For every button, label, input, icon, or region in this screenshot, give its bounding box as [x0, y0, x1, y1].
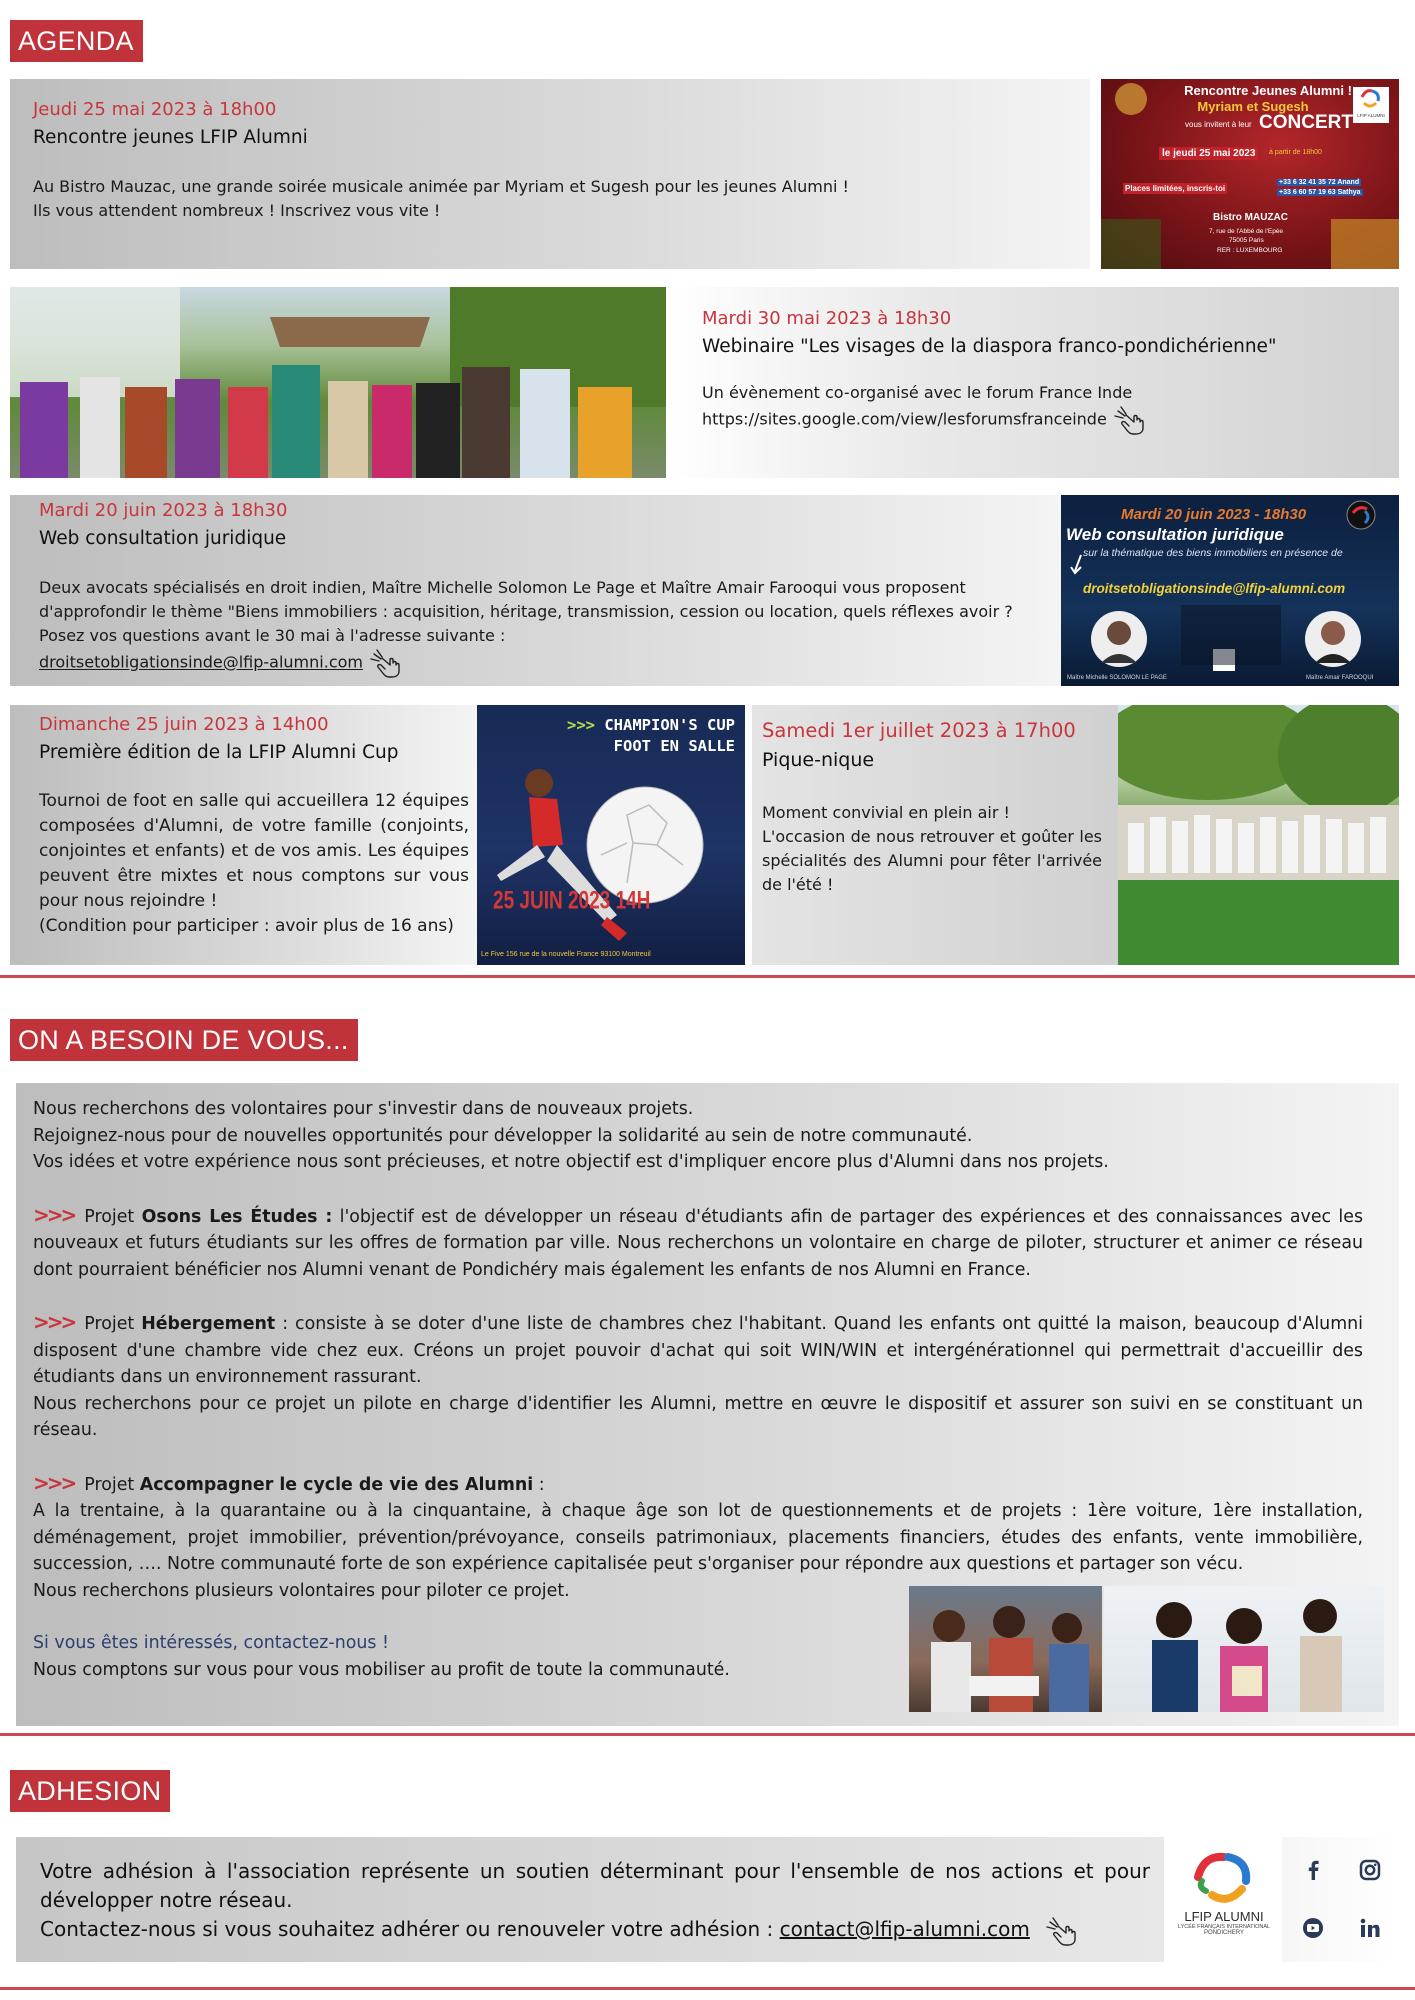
besoin-tag: ON A BESOIN DE VOUS...: [10, 1019, 358, 1061]
event-date: Samedi 1er juillet 2023 à 17h00: [762, 719, 1076, 742]
poster-text: Places limitées, inscris-toi: [1125, 184, 1226, 193]
intro-line: Rejoignez-nous pour de nouvelles opportunités pour développer la solidarité au sein de notre communauté.: [33, 1125, 973, 1146]
facebook-icon[interactable]: [1302, 1859, 1324, 1881]
event-body-line: Ils vous attendent nombreux ! Inscrivez vous vite !: [33, 201, 441, 220]
arrows-icon: >>>: [33, 1310, 75, 1334]
group-photo: [10, 287, 666, 478]
event-body-line: d'approfondir le thème "Biens immobiliers : acquisition, héritage, transmission, cession ou location, quels réflexes avoir ?: [39, 602, 1013, 621]
logo-sub: LYCÉE FRANÇAIS INTERNATIONAL: [1177, 1924, 1271, 1930]
adhesion-text: Contactez-nous si vous souhaitez adhérer ou renouveler votre adhésion :: [40, 1917, 780, 1941]
concert-poster: [1101, 79, 1399, 269]
project-block: >>> Projet Hébergement : consiste à se doter d'une liste de chambres chez l'habitant. Quand les enfants ont quitté la maison, beaucoup d'Alumni disposent d'une chambre vide chez eux. Créons un projet pouvoir d'achat qui soit WIN/WIN et intergénérationnel qui permettrait d'accueillir des étudiants dans un environnement rassurant.: [33, 1310, 1363, 1387]
event-title: Rencontre jeunes LFIP Alumni: [33, 127, 308, 148]
poster-text: RER : LUXEMBOURG: [1217, 247, 1283, 254]
event-card: [10, 495, 1061, 686]
project-extra: A la trentaine, à la quarantaine ou à la cinquantaine, à chaque âge son lot de questionnements et de projets : 1ère voiture, 1ère installation, déménagement, projet immobilier, prévention/prévoyance, conseils patrimoniaux, placements financiers, études des enfants, vente immobilière, succession, …. Notre communauté forte de son expérience capitalisée peut s'organiser pour répondre aux questions et partager son vécu.: [33, 1501, 1363, 1574]
project-name: Osons Les Études :: [141, 1206, 333, 1227]
hand-pointer-icon: [1044, 1916, 1084, 1946]
arrows-icon: >>>: [33, 1202, 75, 1227]
event-title: Première édition de la LFIP Alumni Cup: [39, 742, 399, 763]
poster-text: +33 6 32 41 35 72 Anand: [1279, 179, 1360, 186]
event-card: [666, 287, 1399, 478]
contact-cta: Si vous êtes intéressés, contactez-nous !: [33, 1633, 389, 1653]
event-body-line: Au Bistro Mauzac, une grande soirée musicale animée par Myriam et Sugesh pour les jeunes Alumni !: [33, 177, 849, 196]
logo-text: LFIP ALUMNI: [1357, 113, 1385, 118]
poster-text: 7, rue de l'Abbé de l'Epée: [1209, 228, 1284, 235]
webinar-poster: [1061, 495, 1399, 686]
hand-pointer-icon: [1112, 405, 1152, 435]
event-date: Jeudi 25 mai 2023 à 18h00: [33, 99, 277, 120]
adhesion-panel: [16, 1837, 1164, 1962]
event-body-line: Posez vos questions avant le 30 mai à l'adresse suivante :: [39, 626, 506, 645]
poster-text: Le Five 156 rue de la nouvelle France 93100 Montreuil: [481, 951, 651, 958]
event-body-line: Deux avocats spécialisés en droit indien, Maître Michelle Solomon Le Page et Maître Amair Farooqui vous proposent: [39, 578, 966, 597]
event-title: Webinaire "Les visages de la diaspora franco-pondichérienne": [702, 336, 1277, 357]
students-photo: [909, 1586, 1102, 1712]
poster-text: CONCERT: [1259, 112, 1353, 133]
besoin-panel: [16, 1083, 1399, 1726]
adhesion-tag: ADHESION: [10, 1770, 170, 1812]
instagram-icon[interactable]: [1359, 1859, 1381, 1881]
poster-text: Maître Amair FAROOQUI: [1306, 675, 1374, 681]
poster-text: +33 6 60 57 19 63 Sathya: [1279, 189, 1361, 196]
poster-text: sur la thématique des biens immobiliers en présence de: [1083, 547, 1343, 559]
section-divider: [0, 1987, 1415, 1990]
event-body: Tournoi de foot en salle qui accueillera 12 équipes composées d'Alumni, de votre famille (conjoints, conjointes et enfants) et de vos amis. Les équipes peuvent être mixtes et nous comptons sur vous pour nous rejoindre !: [39, 791, 469, 911]
event-card: [10, 705, 477, 965]
event-date: Dimanche 25 juin 2023 à 14h00: [39, 714, 329, 735]
intro-line: Nous recherchons des volontaires pour s'investir dans de nouveaux projets.: [33, 1099, 694, 1119]
girls-photo: [1104, 1586, 1384, 1712]
football-poster: [477, 705, 745, 965]
juridique-email-link[interactable]: droitsetobligationsinde@lfip-alumni.com: [39, 652, 363, 672]
poster-text: Maître Michelle SOLOMON LE PAGE: [1067, 675, 1167, 681]
event-note: (Condition pour participer : avoir plus de 16 ans): [39, 916, 454, 936]
lfip-logo: [1166, 1837, 1282, 1962]
contact-email-link[interactable]: contact@lfip-alumni.com: [779, 1917, 1030, 1941]
event-body: Moment convivial en plein air !: [762, 803, 1010, 822]
poster-text: Myriam et Sugesh: [1197, 99, 1309, 114]
event-title: Web consultation juridique: [39, 528, 287, 549]
event-body-line: Un évènement co-organisé avec le forum France Inde: [702, 383, 1133, 402]
poster-text: droitsetobligationsinde@lfip-alumni.com: [1083, 581, 1346, 596]
project-block: >>> Projet Accompagner le cycle de vie des Alumni :: [33, 1470, 545, 1495]
logo-name: LFIP ALUMNI: [1184, 1909, 1264, 1924]
section-divider: [0, 1733, 1415, 1736]
forum-link[interactable]: https://sites.google.com/view/lesforumsfranceinde: [702, 409, 1107, 429]
lfip-logo-small: [1353, 87, 1389, 123]
poster-text: Mardi 20 juin 2023 - 18h30: [1121, 506, 1307, 523]
intro-line: Vos idées et votre expérience nous sont précieuses, et notre objectif est d'impliquer encore plus d'Alumni dans nos projets.: [33, 1152, 1109, 1172]
poster-text: vous invitent à leur: [1185, 120, 1252, 129]
poster-text: 75005 Paris: [1229, 237, 1264, 244]
project-name: Accompagner le cycle de vie des Alumni: [139, 1474, 534, 1495]
adhesion-text: Votre adhésion à l'association représente un soutien déterminant pour l'ensemble de nos actions et pour développer notre réseau.: [40, 1859, 1150, 1912]
poster-text: Web consultation juridique: [1066, 525, 1284, 544]
poster-text: Bistro MAUZAC: [1213, 212, 1288, 223]
event-body: L'occasion de nous retrouver et goûter les spécialités des Alumni pour fêter l'arrivée de l'été !: [762, 827, 1102, 894]
logo-sub: PONDICHERY: [1204, 1930, 1244, 1936]
poster-text: >>> CHAMPION'S CUP FOOT EN SALLE: [567, 716, 735, 755]
project-block: >>> Projet Osons Les Études : l'objectif est de développer un réseau d'étudiants afin de partager des expériences et des connaissances avec les nouveaux et futurs étudiants sur les offres de formation par ville. Nous recherchons un volontaire en charge de piloter, structurer et animer ce réseau dont pourraient bénéficier nos Alumni venant de Pondichéry mais également les enfants de nos Alumni en France.: [33, 1202, 1364, 1280]
event-title: Pique-nique: [762, 749, 875, 771]
closing-line: Nous comptons sur vous pour vous mobiliser au profit de toute la communauté.: [33, 1659, 730, 1680]
youtube-icon[interactable]: [1302, 1917, 1324, 1939]
project-extra: Nous recherchons pour ce projet un pilote en charge d'identifier les Alumni, mettre en œuvre le dispositif et assurer son suivi en se constituant un réseau.: [33, 1393, 1363, 1440]
hand-pointer-icon: [368, 648, 408, 678]
section-divider: [0, 975, 1415, 978]
linkedin-icon[interactable]: [1359, 1917, 1381, 1939]
event-card: [10, 79, 1090, 269]
event-date: Mardi 30 mai 2023 à 18h30: [702, 308, 952, 329]
poster-text: à partir de 18h00: [1269, 149, 1322, 156]
poster-text: le jeudi 25 mai 2023: [1159, 147, 1258, 160]
poster-text: 25 JUIN 2023 14H: [493, 887, 651, 915]
event-date: Mardi 20 juin 2023 à 18h30: [39, 500, 288, 521]
arrows-icon: >>>: [33, 1470, 75, 1495]
social-panel: [1282, 1837, 1399, 1962]
event-card: [752, 705, 1118, 965]
project-extra: Nous recherchons plusieurs volontaires pour piloter ce projet.: [33, 1580, 570, 1601]
agenda-tag: AGENDA: [10, 20, 143, 62]
picnic-photo: [1118, 705, 1399, 965]
poster-text: Rencontre Jeunes Alumni !: [1184, 83, 1352, 98]
project-name: Hébergement: [141, 1314, 276, 1334]
